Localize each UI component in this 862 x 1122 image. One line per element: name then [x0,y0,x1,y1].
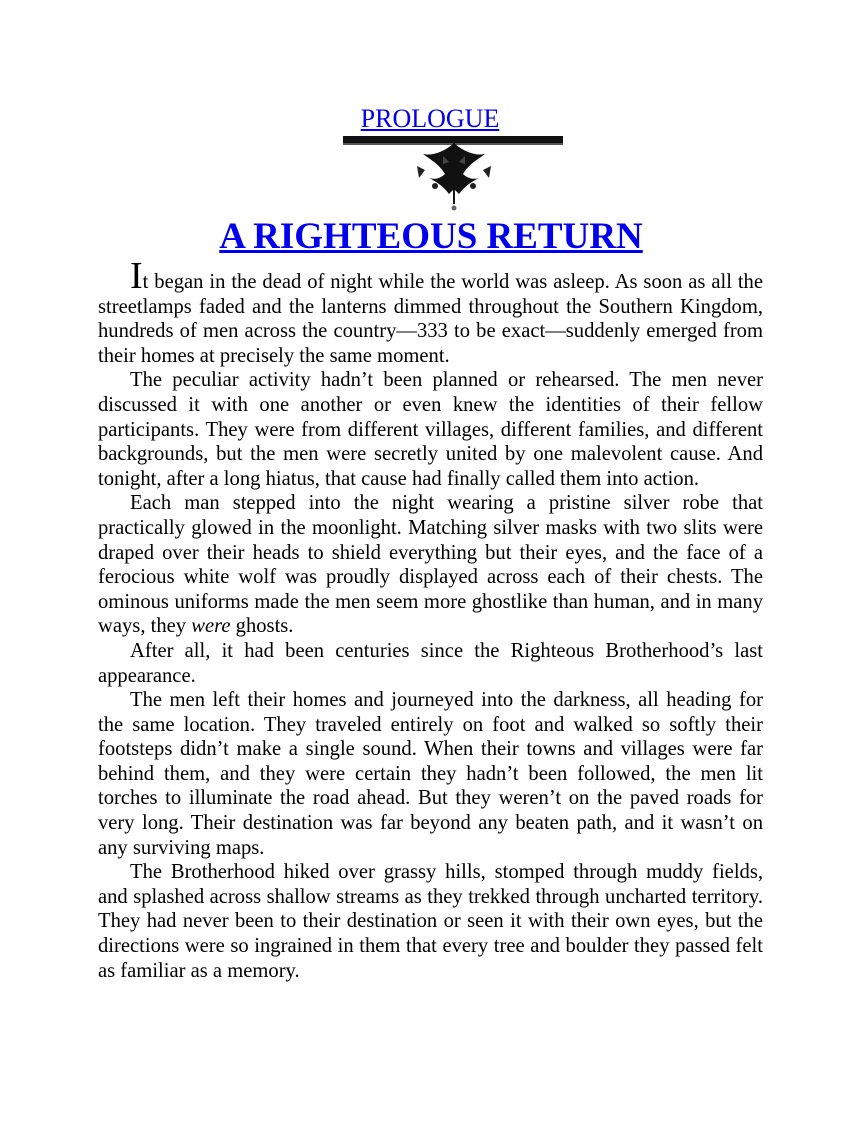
paragraph-1 [98,255,763,368]
chapter-title: A RIGHTEOUS RETURN [219,216,643,257]
paragraph-3 [98,491,763,639]
paragraph-1-text: t began in the dead of night while the world was asleep. As soon as all the streetlamps faded and the lanterns dimmed throughout the Southern Kingdom, hundreds of men across the country—333 to be exact—suddenly emerged from their homes at precisely the same moment. [98,271,763,367]
prologue-link[interactable] [0,104,862,134]
paragraph-2: The peculiar activity hadn’t been planned or rehearsed. The men never discussed it with one another or even knew the identities of their fellow participants. They were from different villages, different families, and different backgrounds, but the men were secretly united by one malevolent cause. And tonight, after a long hiatus, that cause had finally called them into action. [98,369,763,490]
paragraph-6: The Brotherhood hiked over grassy hills, stomped through muddy fields, and splashed across shallow streams as they trekked through uncharted territory. They had never been to their destination or seen it with their own eyes, but the directions were so ingrained in them that every tree and boulder they passed felt as familiar as a memory. [98,861,763,982]
chapter-title-link[interactable] [0,214,862,260]
paragraph-3-text: Each man stepped into the night wearing a pristine silver robe that practically glowed in the moonlight. Matching silver masks with two slits were draped over their heads to shield everything but their eyes, and the face of a ferocious white wolf was proudly displayed across each of their chests. The ominous uniforms made the men seem more ghostlike than human, and in many ways, they [98,492,763,638]
chapter-body [98,255,763,983]
paragraph-5: The men left their homes and journeyed into the darkness, all heading for the same location. They traveled entirely on foot and walked so softly their footsteps didn’t make a single sound. When their towns and villages were far behind them, and they were certain they hadn’t been followed, the men lit torches to illuminate the road ahead. But they weren’t on the paved roads for very long. Their destination was far beyond any beaten path, and it wasn’t on any surviving maps. [98,689,763,859]
floral-ornament-icon [343,134,563,214]
paragraph-4: After all, it had been centuries since the Righteous Brotherhood’s last appearance. [98,639,763,687]
prologue-label: PROLOGUE [360,104,500,133]
paragraph-3-end: ghosts. [230,615,294,638]
drop-cap: I [130,255,143,297]
emphasis-were: were [191,615,231,638]
